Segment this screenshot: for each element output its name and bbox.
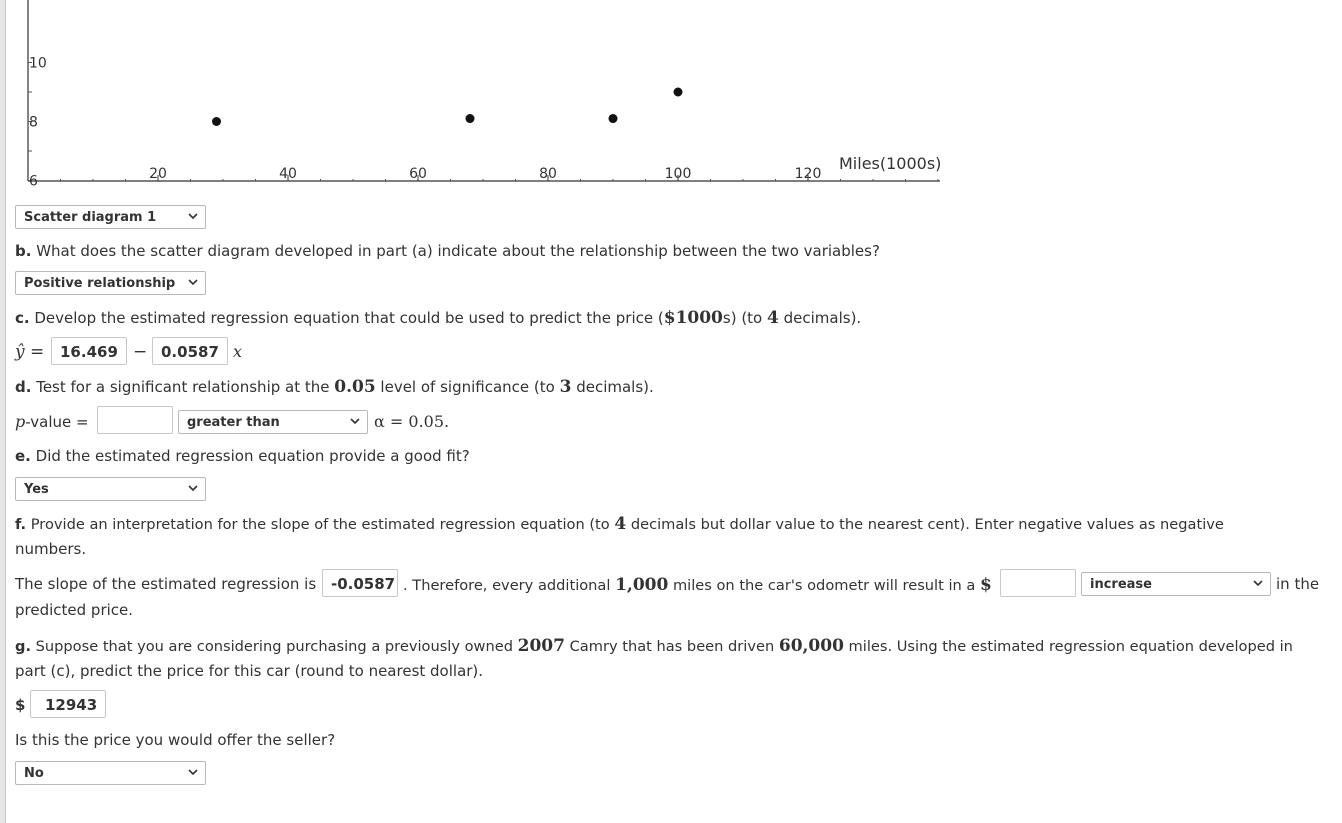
question-d [15, 377, 654, 397]
slope-sentence-text-4: miles on the car's odometr will result in a [668, 577, 980, 594]
question-c-label: c. [15, 309, 30, 327]
slope-coefficient-input[interactable]: 0.0587 [152, 337, 228, 365]
dollar-sign: $ [980, 575, 992, 595]
x-tick-label: 20 [149, 166, 167, 182]
question-d-significance: 0.05 [334, 377, 376, 397]
scatter-diagram-select-value: Scatter diagram 1 [24, 210, 157, 225]
slope-sentence-end: in the [1276, 575, 1320, 593]
p-value-label [15, 412, 89, 431]
slope-sentence-text-2: . Therefore, every additional [403, 577, 616, 594]
comparison-select-value: greater than [187, 415, 280, 430]
question-c [15, 308, 861, 328]
question-e [15, 447, 470, 465]
question-f-line-2: numbers. [15, 540, 87, 558]
question-g-label: g. [15, 638, 31, 655]
predicted-price-input[interactable]: 12943 [30, 690, 106, 718]
question-f-label: f. [15, 516, 27, 533]
p-symbol: p [15, 412, 26, 431]
x-tick-labels [149, 166, 821, 182]
x-variable: x [233, 342, 243, 361]
question-f-text-1: Provide an interpretation for the slope of the estimated regression equation (to [26, 516, 615, 533]
offer-select-value: No [24, 766, 44, 781]
scatter-chart [0, 0, 960, 195]
chevron-down-icon [1252, 577, 1264, 589]
y-tick-label: 6 [29, 173, 38, 190]
question-g-text-1: Suppose that you are considering purchasing a previously owned [31, 638, 518, 655]
chevron-down-icon [187, 482, 199, 494]
question-c-unit: $1000 [663, 308, 723, 328]
chevron-down-icon [187, 210, 199, 222]
question-c-text-5: decimals). [778, 309, 862, 327]
chevron-down-icon [349, 415, 361, 427]
x-axis-label: Miles(1000s) [839, 154, 942, 173]
question-e-text: Did the estimated regression equation provide a good fit? [30, 447, 470, 465]
p-value-suffix: -value = [25, 413, 89, 431]
question-c-text-1: Develop the estimated regression equation that could be used to predict the price ( [29, 309, 664, 327]
x-tick-label: 120 [794, 166, 822, 182]
question-b [15, 242, 880, 260]
slope-sentence-middle [403, 575, 992, 595]
question-f-decimals: 4 [614, 514, 627, 534]
offer-select[interactable] [15, 761, 206, 785]
data-point [609, 114, 618, 123]
slope-input[interactable]: -0.0587 [322, 569, 398, 597]
y-hat-label: ŷ = [15, 342, 45, 362]
alpha-text: α = 0.05. [374, 412, 450, 431]
x-tick-label: 100 [664, 166, 692, 182]
question-f [15, 514, 1224, 534]
question-c-text-3: s) (to [722, 309, 768, 327]
slope-sentence-miles: 1,000 [615, 575, 669, 595]
scatter-diagram-select[interactable] [15, 205, 206, 229]
direction-select-value: increase [1090, 577, 1152, 592]
y-tick-labels [29, 56, 47, 190]
intercept-input[interactable]: 16.469 [51, 337, 127, 365]
slope-sentence-start: The slope of the estimated regression is [15, 575, 317, 593]
question-d-text-1: Test for a significant relationship at the [31, 378, 335, 396]
chevron-down-icon [187, 766, 199, 778]
question-b-text: What does the scatter diagram developed in part (a) indicate about the relationship between the two variables? [31, 242, 880, 260]
price-dollar-sign: $ [15, 696, 26, 714]
dollar-amount-input[interactable] [1000, 569, 1076, 597]
y-tick-label: 8 [29, 114, 38, 131]
slope-sentence-line-2: predicted price. [15, 601, 134, 619]
question-b-label: b. [15, 242, 32, 260]
comparison-select[interactable] [178, 410, 368, 434]
direction-select[interactable] [1081, 572, 1271, 596]
data-points [212, 88, 683, 127]
good-fit-select-value: Yes [24, 482, 49, 497]
minus-sign: − [133, 342, 148, 362]
data-point [212, 117, 221, 126]
question-g-text-5: miles. Using the estimated regression equation developed in [843, 638, 1293, 655]
question-g-text-3: Camry that has been driven [564, 638, 779, 655]
good-fit-select[interactable] [15, 477, 206, 501]
question-f-text-3: decimals but dollar value to the nearest cent). Enter negative values as negative [626, 516, 1224, 533]
question-d-decimals: 3 [559, 377, 572, 397]
offer-question: Is this the price you would offer the seller? [15, 731, 336, 749]
chart-axes [28, 0, 940, 181]
question-g [15, 636, 1293, 656]
x-tick-label: 80 [539, 166, 557, 182]
question-d-text-3: level of significance (to [375, 378, 560, 396]
relationship-select-value: Positive relationship [24, 276, 176, 291]
x-tick-label: 60 [409, 166, 427, 182]
p-value-input[interactable] [97, 406, 173, 434]
x-tick-label: 40 [279, 166, 297, 182]
chevron-down-icon [187, 276, 199, 288]
data-point [466, 114, 475, 123]
question-c-decimals: 4 [767, 308, 779, 328]
question-g-miles: 60,000 [778, 636, 844, 656]
question-d-text-5: decimals). [571, 378, 654, 396]
data-point [674, 88, 683, 97]
relationship-select[interactable] [15, 271, 206, 295]
question-g-line-2: part (c), predict the price for this car (round to nearest dollar). [15, 662, 484, 680]
question-e-label: e. [15, 447, 31, 465]
question-g-year: 2007 [517, 636, 565, 656]
y-tick-label: 10 [29, 55, 47, 72]
question-d-label: d. [15, 378, 32, 396]
